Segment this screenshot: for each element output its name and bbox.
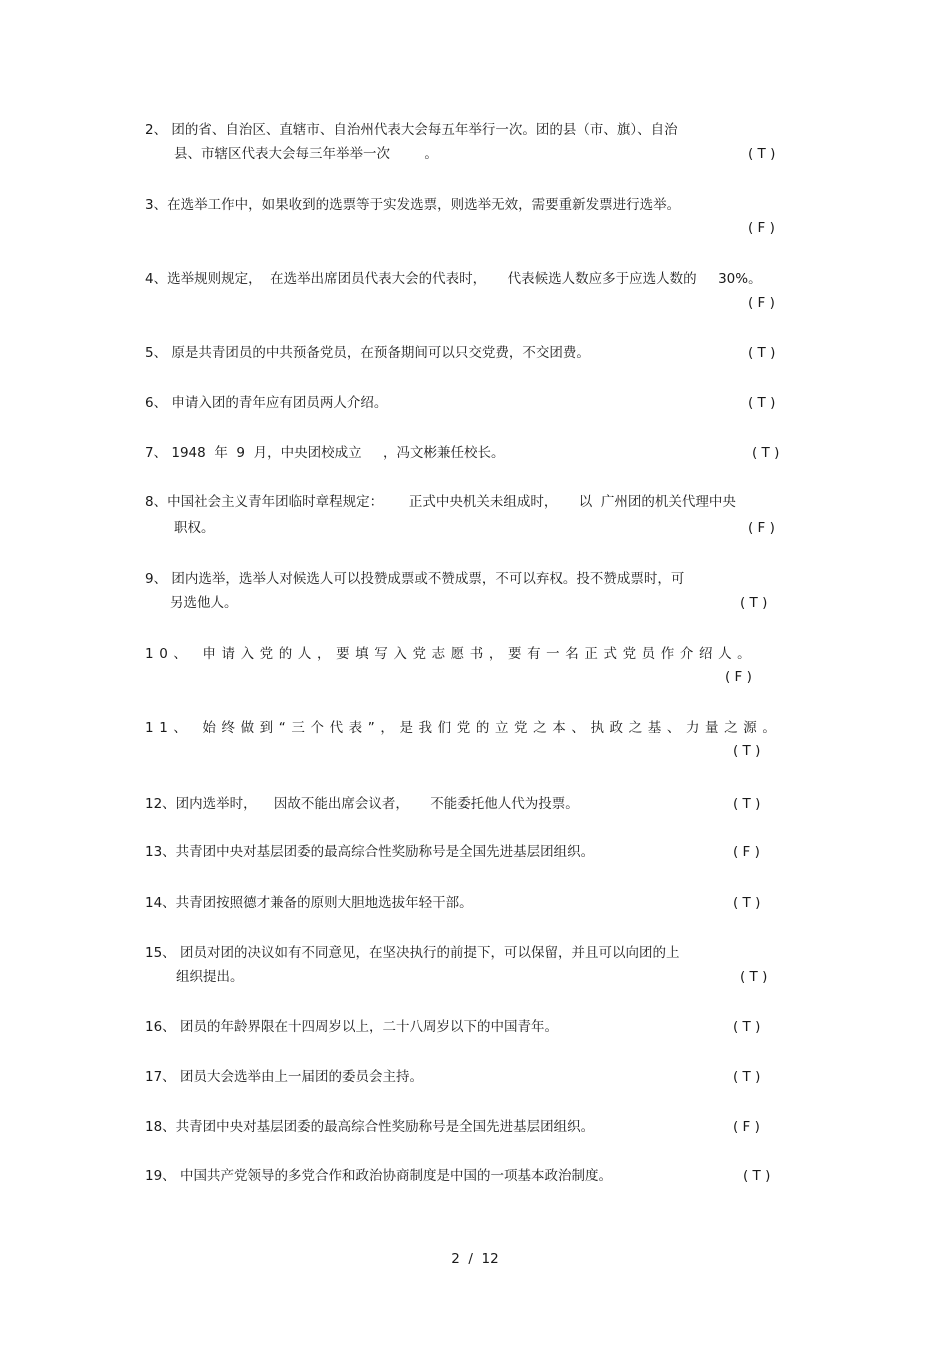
question-5-line-1: 5、 原是共青团员的中共预备党员，在预备期间可以只交党费，不交团费。: [145, 345, 590, 361]
question-3-answer: ( F ): [748, 220, 775, 236]
question-19-line-1: 19、 中国共产党领导的多党合作和政治协商制度是中国的一项基本政治制度。: [145, 1168, 612, 1184]
question-8-line-1: 8、中国社会主义青年团临时章程规定： 正式中央机关未组成时， 以 广州团的机关代理中央: [145, 494, 736, 510]
question-8-line-2: 职权。: [174, 520, 215, 536]
question-13-answer: ( F ): [733, 844, 760, 860]
question-4-line-1: 4、选举规则规定， 在选举出席团员代表大会的代表时， 代表候选人数应多于应选人数的 30%。: [145, 271, 762, 287]
question-11-line-1: 11、 始终做到“三个代表”，是我们党的立党之本、执政之基、力量之源。: [145, 720, 782, 736]
question-5-answer: ( T ): [748, 345, 776, 361]
question-14-answer: ( T ): [733, 895, 761, 911]
question-9-line-1: 9、 团内选举，选举人对候选人可以投赞成票或不赞成票，不可以弃权。投不赞成票时，可: [145, 571, 685, 587]
question-16-line-1: 16、 团员的年龄界限在十四周岁以上，二十八周岁以下的中国青年。: [145, 1019, 558, 1035]
question-12-answer: ( T ): [733, 796, 761, 812]
question-3-line-1: 3、在选举工作中，如果收到的选票等于实发选票，则选举无效，需要重新发票进行选举。: [145, 197, 681, 213]
question-15-line-2: 组织提出。: [176, 969, 244, 985]
question-4-answer: ( F ): [748, 295, 775, 311]
question-2-answer: ( T ): [748, 146, 776, 162]
question-11-answer: ( T ): [733, 743, 761, 759]
page-number: 2 / 12: [451, 1251, 499, 1267]
question-14-line-1: 14、共青团按照德才兼备的原则大胆地选拔年轻干部。: [145, 895, 473, 911]
question-13-line-1: 13、共青团中央对基层团委的最高综合性奖励称号是全国先进基层团组织。: [145, 844, 595, 860]
question-8-answer: ( F ): [748, 520, 775, 536]
question-2-line-2: 县、市辖区代表大会每三年举举一次 。: [174, 146, 438, 162]
question-19-answer: ( T ): [743, 1168, 771, 1184]
question-15-answer: ( T ): [740, 969, 768, 985]
question-17-line-1: 17、 团员大会选举由上一届团的委员会主持。: [145, 1069, 423, 1085]
question-15-line-1: 15、 团员对团的决议如有不同意见，在坚决执行的前提下，可以保留，并且可以向团的上: [145, 945, 680, 961]
question-10-answer: ( F ): [725, 669, 752, 685]
question-12-line-1: 12、团内选举时， 因故不能出席会议者， 不能委托他人代为投票。: [145, 796, 579, 812]
question-6-line-1: 6、 申请入团的青年应有团员两人介绍。: [145, 395, 388, 411]
question-7-answer: ( T ): [752, 445, 780, 461]
question-18-answer: ( F ): [733, 1119, 760, 1135]
question-9-answer: ( T ): [740, 595, 768, 611]
question-6-answer: ( T ): [748, 395, 776, 411]
question-2-line-1: 2、 团的省、自治区、直辖市、自治州代表大会每五年举行一次。团的县（市、旗）、自治: [145, 122, 678, 138]
question-18-line-1: 18、共青团中央对基层团委的最高综合性奖励称号是全国先进基层团组织。: [145, 1119, 595, 1135]
question-17-answer: ( T ): [733, 1069, 761, 1085]
question-7-line-1: 7、 1948 年 9 月，中央团校成立 ，冯文彬兼任校长。: [145, 445, 505, 461]
question-16-answer: ( T ): [733, 1019, 761, 1035]
question-10-line-1: 10、 申请入党的人，要填写入党志愿书，要有一名正式党员作介绍人。: [145, 646, 757, 662]
question-9-line-2: 另选他人。: [170, 595, 238, 611]
